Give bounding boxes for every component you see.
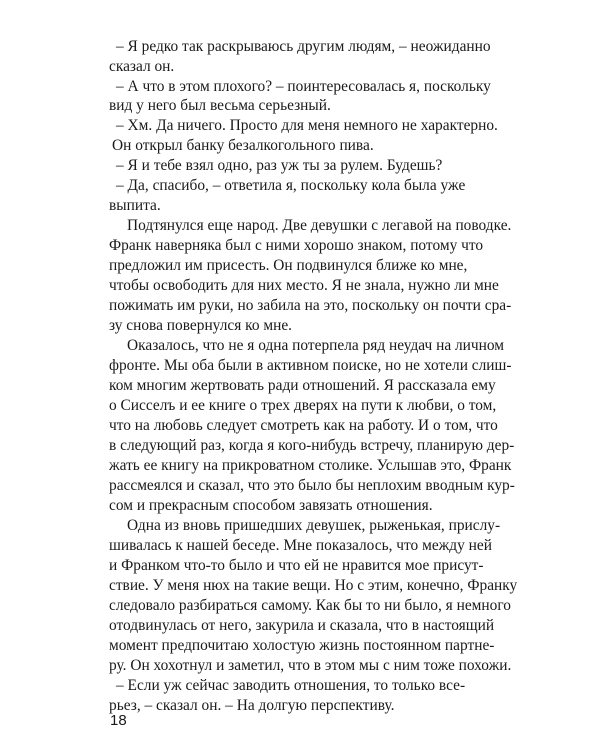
text-line: зу снова повернулся ко мне.	[109, 317, 293, 334]
text-line: Франк наверняка был с ними хорошо знаком, потому что	[109, 237, 484, 254]
text-line: – Если уж сейчас заводить отношения, то только все-	[116, 677, 466, 694]
text-line: – Хм. Да ничего. Просто для меня немного не характерно.	[116, 117, 498, 134]
text-line: чтобы освободить для них место. Я не знала, нужно ли мне	[109, 277, 499, 294]
text-line: рассмеялся и сказал, что это было бы неплохим вводным кур-	[109, 477, 515, 494]
text-line: сказал он.	[109, 58, 175, 75]
text-line: выпита.	[109, 197, 161, 214]
text-line: о Сисселъ и ее книге о трех дверях на пути к любви, о том,	[109, 397, 497, 414]
page-number: 18	[110, 712, 127, 729]
text-line: Подтянулся еще народ. Две девушки с легавой на поводке.	[127, 217, 512, 234]
text-line: шивалась к нашей беседе. Мне показалось, что между ней	[109, 537, 492, 554]
text-line: и Франком что-то было и что ей не нравится мое присут-	[109, 557, 484, 574]
text-line: ком многим жертвовать ради отношений. Я рассказала ему	[109, 377, 496, 394]
text-line: в следующий раз, когда я кого-нибудь встречу, планирую дер-	[109, 437, 515, 454]
text-line: – Да, спасибо, – ответила я, поскольку кола была уже	[116, 177, 466, 194]
text-line: пожимать им руки, но забила на это, поскольку он почти сра-	[109, 297, 512, 314]
text-line: предложил им присесть. Он подвинулся ближе ко мне,	[109, 257, 468, 274]
text-line: момент предпочитаю холостую жизнь постоянном партне-	[109, 637, 495, 654]
text-line: – Я редко так раскрываюсь другим людям, – неожиданно	[116, 38, 491, 55]
text-line: вид у него был весьма серьезный.	[109, 97, 331, 114]
text-line: сом и прекрасным способом завязать отношения.	[109, 497, 433, 514]
text-line: что на любовь следует смотреть как на работу. И о том, что	[109, 417, 498, 434]
text-line: рьез, – сказал он. – На долгую перспективу.	[109, 697, 395, 714]
text-line: – Я и тебе взял одно, раз уж ты за рулем. Будешь?	[116, 157, 443, 174]
text-line: следовало разбираться самому. Как бы то ни было, я немного	[109, 597, 511, 614]
text-line: жать ее книгу на прикроватном столике. Услышав это, Франк	[109, 457, 512, 474]
text-line: фронте. Мы оба были в активном поиске, но не хотели слиш-	[109, 357, 512, 374]
text-line: Оказалось, что не я одна потерпела ряд неудач на личном	[127, 337, 505, 354]
text-line: Одна из вновь пришедших девушек, рыженькая, прислу-	[127, 517, 501, 534]
text-line: ствие. У меня нюх на такие вещи. Но с этим, конечно, Франку	[109, 577, 518, 594]
text-line: – А что в этом плохого? – поинтересовалась я, поскольку	[116, 78, 491, 95]
text-line: Он открыл банку безалкогольного пива.	[112, 137, 374, 154]
text-line: отодвинулась от него, закурила и сказала, что в настоящий	[109, 617, 495, 634]
text-line: ру. Он хохотнул и заметил, что в этом мы с ним тоже похожи.	[109, 657, 512, 674]
